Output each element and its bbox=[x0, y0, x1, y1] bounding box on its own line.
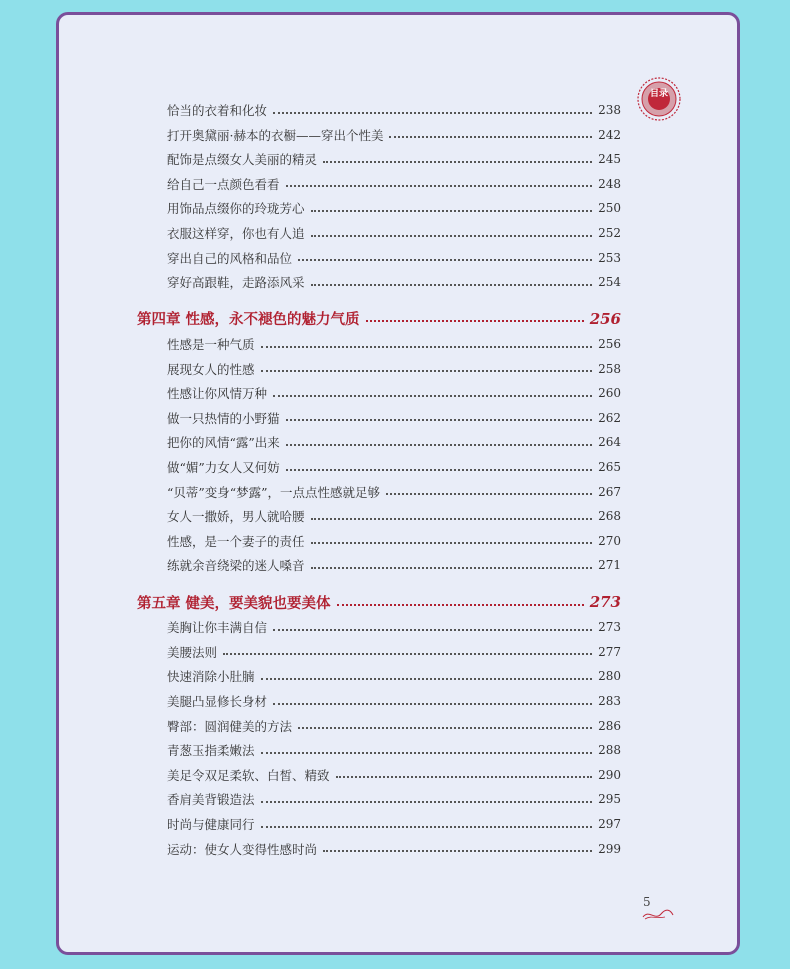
toc-entry-row[interactable] bbox=[167, 507, 621, 525]
entry-page-number: 252 bbox=[598, 226, 621, 240]
dot-leader bbox=[323, 160, 592, 163]
page-number: 5 bbox=[643, 895, 651, 909]
seal-label: 目录 bbox=[649, 89, 668, 99]
entry-page-number: 238 bbox=[598, 103, 621, 117]
chapter-title: 第五章 健美，要美貌也要美体 bbox=[137, 594, 331, 612]
entry-page-number: 277 bbox=[598, 644, 621, 659]
entry-title: 用饰品点缀你的玲珑芳心 bbox=[167, 201, 305, 217]
chapter-page-number: 256 bbox=[589, 309, 621, 328]
dot-leader bbox=[386, 492, 592, 495]
dot-leader bbox=[286, 468, 592, 471]
toc-entry-row[interactable] bbox=[167, 458, 621, 476]
toc-entry-row[interactable] bbox=[167, 433, 621, 451]
entry-page-number: 253 bbox=[598, 250, 621, 265]
entry-page-number: 288 bbox=[598, 743, 621, 758]
toc-chapter-row[interactable] bbox=[137, 309, 621, 329]
entry-title: 给自己一点颜色看看 bbox=[167, 176, 280, 192]
dot-leader bbox=[273, 394, 592, 397]
dot-leader bbox=[261, 800, 593, 803]
entry-title: 运动：使女人变得性感时尚 bbox=[167, 841, 318, 857]
chapter-page-number: 273 bbox=[589, 593, 621, 611]
entry-title: 时尚与健康同行 bbox=[167, 817, 255, 832]
dot-leader bbox=[389, 135, 592, 138]
entry-title: 做“媚”力女人又何妨 bbox=[167, 460, 280, 475]
entry-title: 衣服这样穿，你也有人追 bbox=[167, 226, 305, 241]
toc-entry-row[interactable] bbox=[167, 150, 621, 168]
entry-title: 展现女人的性感 bbox=[167, 361, 255, 377]
dot-leader bbox=[337, 603, 584, 606]
dot-leader bbox=[286, 443, 592, 446]
entry-page-number: 286 bbox=[598, 718, 621, 733]
dot-leader bbox=[273, 111, 592, 114]
entry-page-number: 262 bbox=[598, 410, 621, 425]
entry-page-number: 270 bbox=[598, 533, 621, 548]
toc-entry-row[interactable] bbox=[167, 249, 621, 267]
entry-title: 美腰法则 bbox=[167, 644, 218, 660]
toc-entry-row[interactable] bbox=[167, 360, 621, 378]
entry-title: 恰当的衣着和化妆 bbox=[167, 103, 268, 118]
dot-leader bbox=[273, 628, 592, 631]
entry-title: 性感让你风情万种 bbox=[167, 386, 268, 402]
entry-title: 性感是一种气质 bbox=[167, 337, 255, 352]
entry-page-number: 264 bbox=[598, 435, 621, 450]
entry-page-number: 297 bbox=[598, 817, 621, 831]
dot-leader bbox=[273, 702, 592, 705]
entry-title: 青葱玉指柔嫩法 bbox=[167, 743, 255, 759]
entry-title: 性感，是一个妻子的责任 bbox=[167, 533, 305, 549]
toc-entry-row[interactable] bbox=[167, 815, 621, 833]
entry-title: 练就余音绕梁的迷人嗓音 bbox=[167, 558, 305, 574]
toc-entry-row[interactable] bbox=[167, 409, 621, 427]
entry-page-number: 242 bbox=[598, 127, 621, 142]
toc-entry-row[interactable] bbox=[167, 101, 621, 119]
entry-page-number: 250 bbox=[598, 201, 621, 216]
dot-leader bbox=[311, 517, 593, 520]
toc-entry-row[interactable] bbox=[167, 532, 621, 550]
flourish-ornament-icon bbox=[641, 907, 675, 921]
toc-entry-row[interactable] bbox=[167, 643, 621, 661]
entry-title: 配饰是点缀女人美丽的精灵 bbox=[167, 152, 318, 168]
entry-page-number: 290 bbox=[598, 767, 621, 782]
entry-page-number: 260 bbox=[598, 386, 621, 401]
dot-leader bbox=[336, 775, 593, 778]
entry-title: 做一只热情的小野猫 bbox=[167, 410, 280, 426]
dot-leader bbox=[298, 726, 592, 729]
entry-page-number: 256 bbox=[598, 337, 621, 351]
toc-entry-row[interactable] bbox=[167, 840, 621, 858]
toc-entry-row[interactable] bbox=[167, 692, 621, 710]
dot-leader bbox=[311, 234, 593, 237]
toc-entry-row[interactable] bbox=[167, 273, 621, 291]
toc-entry-row[interactable] bbox=[167, 667, 621, 685]
entry-title: 女人一撒娇，男人就哈腰 bbox=[167, 509, 305, 525]
toc-entry-row[interactable] bbox=[167, 224, 621, 242]
toc-entry-row[interactable] bbox=[167, 556, 621, 574]
toc-entry-row[interactable] bbox=[167, 483, 621, 501]
entry-page-number: 280 bbox=[598, 669, 621, 684]
entry-title: 打开奥黛丽·赫本的衣橱——穿出个性美 bbox=[167, 127, 384, 143]
entry-page-number: 254 bbox=[598, 275, 621, 290]
dot-leader bbox=[261, 369, 593, 372]
entry-page-number: 267 bbox=[598, 484, 621, 499]
entry-page-number: 265 bbox=[598, 460, 621, 474]
entry-title: 美腿凸显修长身材 bbox=[167, 694, 268, 709]
dot-leader bbox=[311, 209, 593, 212]
entry-page-number: 268 bbox=[598, 509, 621, 524]
dot-leader bbox=[286, 418, 593, 421]
dot-leader bbox=[261, 677, 593, 680]
toc-entry-row[interactable] bbox=[167, 741, 621, 759]
entry-page-number: 271 bbox=[598, 558, 621, 573]
toc-entry-row[interactable] bbox=[167, 384, 621, 402]
toc-entry-row[interactable] bbox=[167, 790, 621, 808]
dot-leader bbox=[261, 825, 593, 828]
entry-title: 臀部：圆润健美的方法 bbox=[167, 718, 293, 734]
dot-leader bbox=[311, 566, 593, 569]
entry-page-number: 295 bbox=[598, 792, 621, 807]
entry-page-number: 283 bbox=[598, 694, 621, 708]
entry-title: 美足令双足柔软、白皙、精致 bbox=[167, 767, 330, 783]
entry-title: 把你的风情“露”出来 bbox=[167, 435, 280, 451]
entry-page-number: 245 bbox=[598, 152, 621, 167]
entry-title: 美胸让你丰满自信 bbox=[167, 620, 268, 636]
dot-leader bbox=[261, 751, 593, 754]
book-page bbox=[56, 12, 740, 955]
dot-leader bbox=[286, 184, 593, 187]
dot-leader bbox=[311, 283, 593, 286]
dot-leader bbox=[261, 345, 593, 348]
entry-title: 香肩美背锻造法 bbox=[167, 792, 255, 808]
entry-title: 穿出自己的风格和品位 bbox=[167, 250, 293, 266]
entry-page-number: 273 bbox=[598, 620, 621, 635]
toc-chapter-row[interactable] bbox=[137, 592, 621, 612]
entry-page-number: 299 bbox=[598, 841, 621, 856]
toc-entry-row[interactable] bbox=[167, 766, 621, 784]
dot-leader bbox=[223, 652, 592, 655]
entry-page-number: 258 bbox=[598, 361, 621, 376]
toc-entry-row[interactable] bbox=[167, 199, 621, 217]
toc-seal-icon bbox=[637, 77, 681, 121]
dot-leader bbox=[298, 258, 592, 261]
toc-entry-row[interactable] bbox=[167, 717, 621, 735]
entry-page-number: 248 bbox=[598, 176, 621, 191]
dot-leader bbox=[311, 541, 593, 544]
toc-entry-row[interactable] bbox=[167, 335, 621, 353]
toc-entry-row[interactable] bbox=[167, 126, 621, 144]
toc-entry-row[interactable] bbox=[167, 175, 621, 193]
entry-title: “贝蒂”变身“梦露”，一点点性感就足够 bbox=[167, 484, 381, 500]
dot-leader bbox=[323, 849, 592, 852]
entry-title: 快速消除小肚腩 bbox=[167, 669, 255, 685]
dot-leader bbox=[366, 319, 584, 322]
entry-title: 穿好高跟鞋，走路添风采 bbox=[167, 275, 305, 291]
chapter-title: 第四章 性感，永不褪色的魅力气质 bbox=[137, 311, 360, 329]
toc-entry-row[interactable] bbox=[167, 618, 621, 636]
